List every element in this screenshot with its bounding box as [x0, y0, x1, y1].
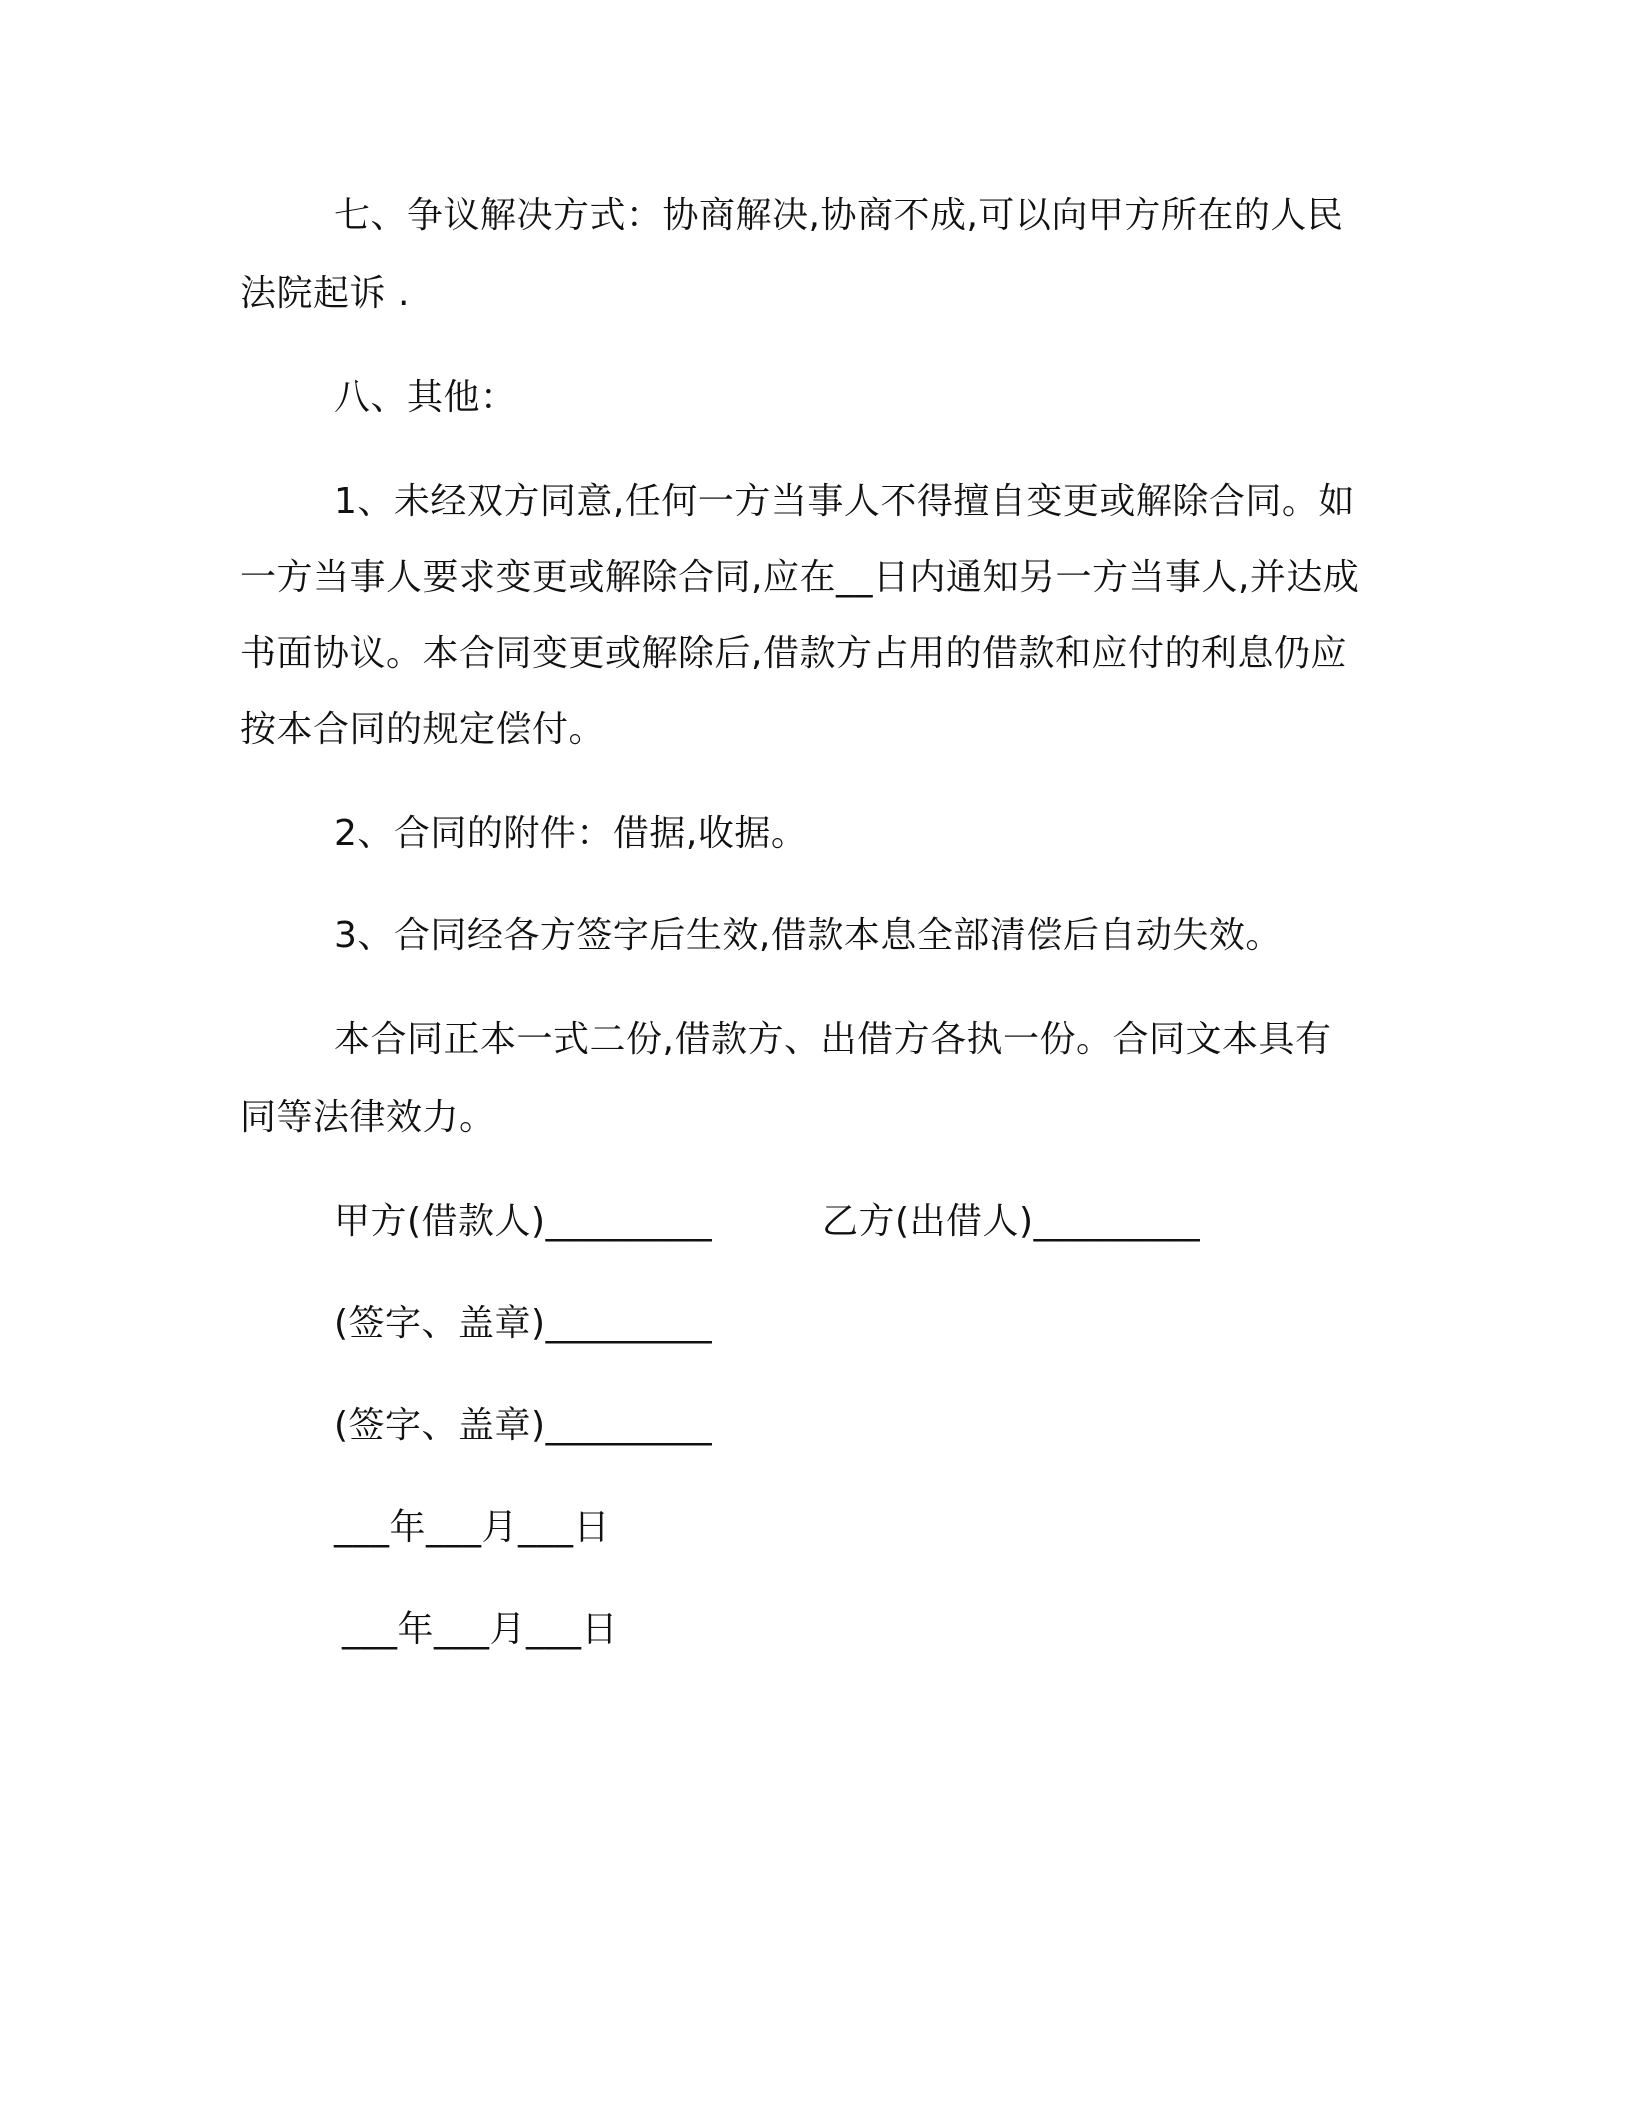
- section7-line2: 法院起诉 .: [240, 273, 410, 314]
- seal-line-2: (签字、盖章)_________: [334, 1405, 713, 1446]
- party-b-signature: 乙方(出借人)_________: [822, 1201, 1201, 1242]
- seal-line-1: (签字、盖章)_________: [334, 1303, 713, 1344]
- item1-line4: 按本合同的规定偿付。: [240, 709, 606, 750]
- item1-line2: 一方当事人要求变更或解除合同,应在__日内通知另一方当事人,并达成: [240, 557, 1360, 598]
- copies-line1: 本合同正本一式二份,借款方、出借方各执一份。合同文本具有: [334, 1019, 1332, 1060]
- item1-line1: 1、未经双方同意,任何一方当事人不得擅自变更或解除合同。如: [334, 481, 1355, 522]
- item1-line3: 书面协议。本合同变更或解除后,借款方占用的借款和应付的利息仍应: [240, 633, 1347, 674]
- item3: 3、合同经各方签字后生效,借款本息全部清偿后自动失效。: [334, 915, 1282, 956]
- date-line-2: ___年___月___日: [342, 1609, 619, 1650]
- section7-line1: 七、争议解决方式：协商解决,协商不成,可以向甲方所在的人民: [334, 195, 1344, 236]
- copies-line2: 同等法律效力。: [240, 1097, 496, 1138]
- date-line-1: ___年___月___日: [334, 1507, 611, 1548]
- party-a-signature: 甲方(借款人)_________: [334, 1201, 713, 1242]
- section8-heading: 八、其他：: [334, 377, 517, 418]
- item2: 2、合同的附件：借据,收据。: [334, 813, 808, 854]
